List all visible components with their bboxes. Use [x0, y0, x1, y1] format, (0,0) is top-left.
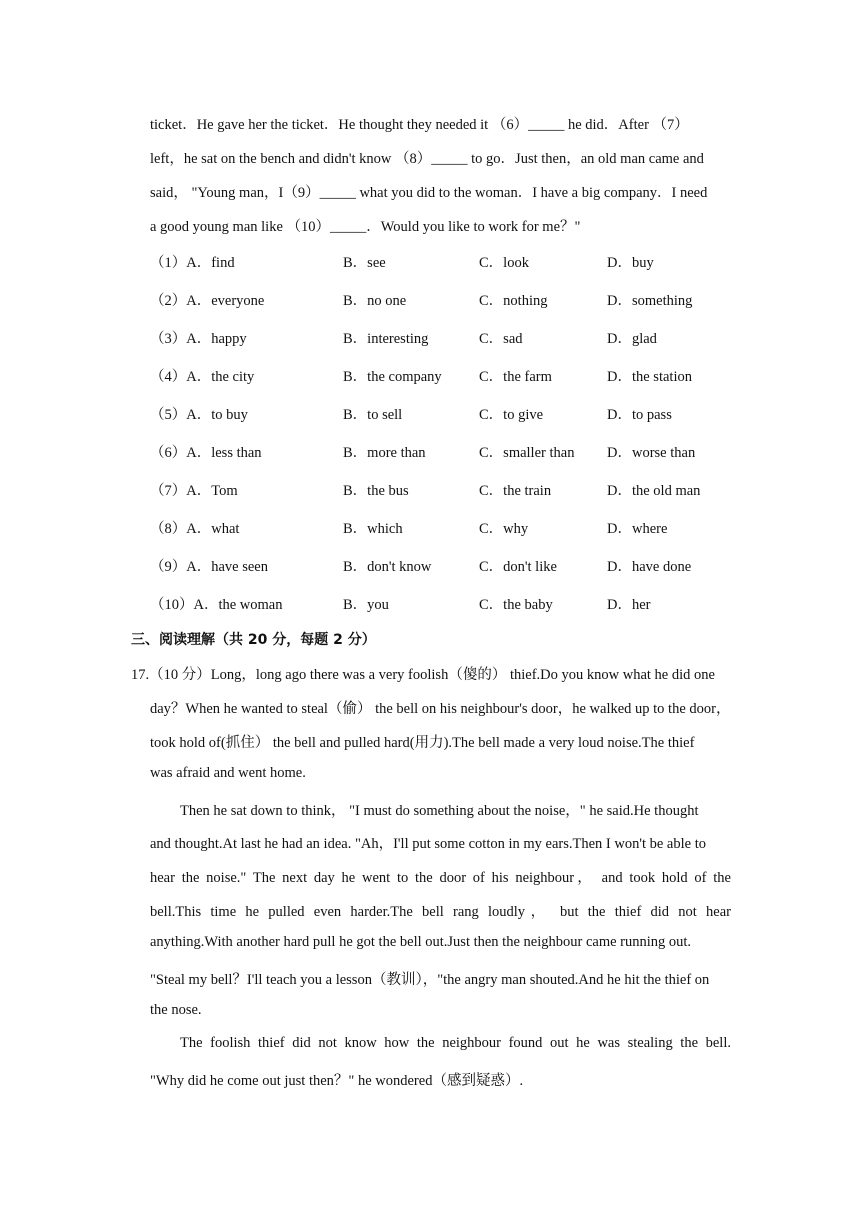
option-c: C．to give: [479, 407, 544, 423]
option-b: B．to sell: [343, 407, 403, 423]
option-d: D．the station: [607, 369, 692, 385]
option-d: D．something: [607, 293, 693, 309]
option-a: （7）A．Tom: [150, 483, 238, 499]
reading-line: "Why did he come out just then？" he wondered（感到疑惑）.: [150, 1073, 524, 1089]
option-c: C．the train: [479, 483, 552, 499]
reading-line: bell.This time he pulled even harder.The bell rang loudly， but the thief did not hear: [150, 904, 731, 920]
option-row: [150, 479, 750, 499]
option-c: C．the farm: [479, 369, 552, 385]
reading-line: took hold of(抓住） the bell and pulled hard(用力).The bell made a very loud noise.The thief: [150, 735, 695, 751]
option-row: [150, 593, 750, 613]
option-d: D．where: [607, 521, 668, 537]
option-c: C．smaller than: [479, 445, 575, 461]
option-row: [150, 517, 750, 537]
option-b: B．the bus: [343, 483, 409, 499]
reading-line: the nose.: [150, 1002, 202, 1018]
option-c: C．why: [479, 521, 529, 537]
option-a: （2）A．everyone: [150, 293, 265, 309]
option-c: C．sad: [479, 331, 523, 347]
reading-line: The foolish thief did not know how the neighbour found out he was stealing the bell.: [180, 1035, 731, 1051]
option-b: B．don't know: [343, 559, 432, 575]
option-c: C．look: [479, 255, 529, 271]
option-a: （3）A．happy: [150, 331, 247, 347]
option-d: D．glad: [607, 331, 657, 347]
option-a: （4）A．the city: [150, 369, 255, 385]
option-row: [150, 289, 750, 309]
passage-line: a good young man like （10）_____．Would you like to work for me？": [150, 219, 581, 235]
passage-line: said， "Young man，I（9）_____ what you did to the woman．I have a big company．I need: [150, 185, 708, 201]
section-heading: 三、阅读理解（共 20 分，每题 2 分）: [131, 632, 376, 648]
option-row: [150, 251, 750, 271]
reading-line: hear the noise." The next day he went to the door of his neighbour， and took hold of the: [150, 870, 731, 886]
option-d: D．worse than: [607, 445, 696, 461]
reading-line: 17.（10 分）Long，long ago there was a very foolish（傻的） thief.Do you know what he did one: [131, 667, 715, 683]
option-d: D．have done: [607, 559, 692, 575]
option-d: D．the old man: [607, 483, 701, 499]
option-a: （8）A．what: [150, 521, 240, 537]
option-b: B．see: [343, 255, 386, 271]
option-a: （9）A．have seen: [150, 559, 268, 575]
option-d: D．to pass: [607, 407, 672, 423]
option-d: D．her: [607, 597, 651, 613]
option-row: [150, 441, 750, 461]
passage-line: left，he sat on the bench and didn't know （8）_____ to go．Just then，an old man came and: [150, 151, 704, 167]
option-c: C．the baby: [479, 597, 553, 613]
reading-line: anything.With another hard pull he got the bell out.Just then the neighbour came running out.: [150, 934, 692, 950]
reading-line: day？When he wanted to steal（偷） the bell on his neighbour's door，he walked up to the door，: [150, 701, 731, 717]
option-d: D．buy: [607, 255, 654, 271]
option-b: B．interesting: [343, 331, 429, 347]
passage-line: ticket．He gave her the ticket．He thought they needed it （6）_____ he did．After （7）: [150, 117, 689, 133]
option-a: （10）A．the woman: [150, 597, 283, 613]
option-b: B．no one: [343, 293, 407, 309]
option-row: [150, 403, 750, 423]
option-a: （6）A．less than: [150, 445, 262, 461]
option-c: C．nothing: [479, 293, 548, 309]
option-b: B．the company: [343, 369, 442, 385]
option-a: （5）A．to buy: [150, 407, 248, 423]
option-b: B．which: [343, 521, 403, 537]
reading-line: and thought.At last he had an idea. "Ah，I'll put some cotton in my ears.Then I won't be able to: [150, 836, 706, 852]
option-b: B．you: [343, 597, 389, 613]
reading-line: "Steal my bell？I'll teach you a lesson（教训），"the angry man shouted.And he hit the thief on: [150, 972, 710, 988]
option-c: C．don't like: [479, 559, 557, 575]
reading-line: Then he sat down to think， "I must do something about the noise，" he said.He thought: [180, 803, 699, 819]
option-row: [150, 365, 750, 385]
option-row: [150, 327, 750, 347]
option-a: （1）A．find: [150, 255, 235, 271]
option-b: B．more than: [343, 445, 426, 461]
reading-line: was afraid and went home.: [150, 765, 306, 781]
option-row: [150, 555, 750, 575]
